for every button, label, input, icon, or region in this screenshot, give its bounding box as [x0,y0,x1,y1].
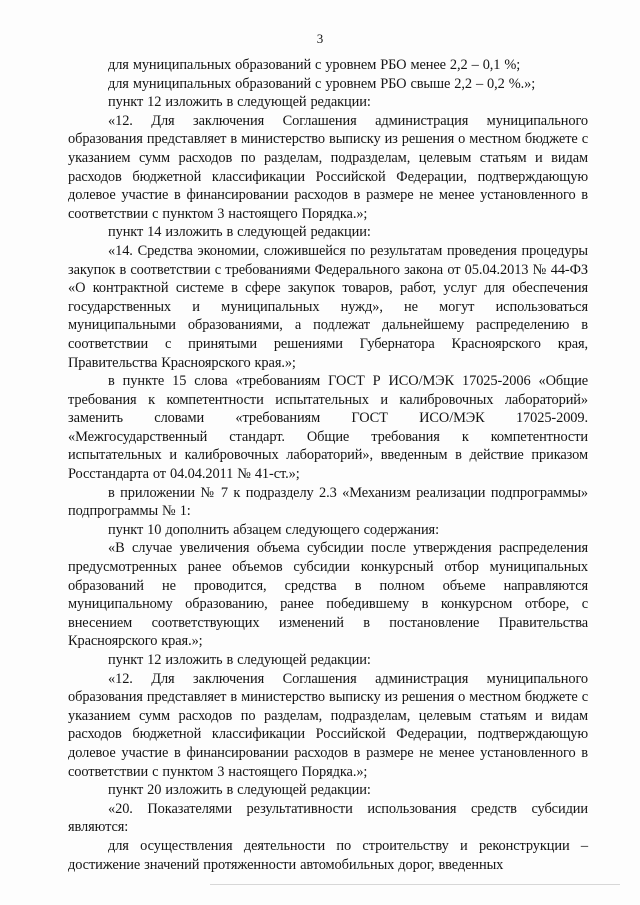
paragraph-rbo-less: для муниципальных образований с уровнем РБО менее 2,2 – 0,1 %; [108,57,521,73]
paragraph-construction: для осуществления деятельности по строительству и реконструкции – достижение значений протяженности автомобильных дорог, введенных [68,837,588,873]
paragraph-point15-change: в пункте 15 слова «требованиям ГОСТ Р ИСО/МЭК 17025-2006 «Общие требования к компетентности испытательных и калибровочных лабораторий» заменить словами «требованиям ГОСТ ИСО/МЭК 17025-2009. «Межгосударственный стандарт. Общие требования к компетентности испытательных и калибровочных лабораторий», введенным в действие приказом Росстандарта от 04.04.2011 № 41-ст.»; [68,373,588,483]
paragraph-point14-text: «14. Средства экономии, сложившейся по результатам проведения процедуры закупок в соответствии с требованиями Федерального закона от 05.04.2013 № 44-ФЗ «О контрактной системе в сфере закупок товаров, работ, услуг для обеспечения государственных и муниципальных нужд», не могут использоваться муниципальными образованиями, а подлежат дальнейшему распределению в соответствии с принятыми решениями Губернатора Красноярского края, Правительства Красноярского края.»; [68,242,588,371]
paragraph-point10-text: «В случае увеличения объема субсидии после утверждения распределения предусмотренных ранее объемов субсидии конкурсный отбор муниципальных образований не проводится, средства в полном объеме направляются муниципальному образованию, ранее победившему в конкурсном отборе, с внесением соответствующих изменений в постановление Правительства Красноярского края.»; [68,540,588,650]
paragraph-point12b-text: «12. Для заключения Соглашения администрация муниципального образования представляет в министерство выписку из решения о местном бюджете с указанием сумм расходов по разделам, подразделам, целевым статьям и видам расходов бюджетной классификации Российской Федерации, подтверждающую долевое участие в финансировании расходов в размере не менее установленного в соответствии с пунктом 3 настоящего Порядка.»; [68,670,588,780]
paragraph-point12b-intro: пункт 12 изложить в следующей редакции: [108,652,371,668]
scan-edge-line [210,884,620,885]
paragraph-appendix7: в приложении № 7 к подразделу 2.3 «Механизм реализации подпрограммы» подпрограммы № 1: [68,484,588,520]
page-number: 3 [316,31,324,46]
paragraph-point12-intro: пункт 12 изложить в следующей редакции: [108,94,371,111]
paragraph-point10-intro: пункт 10 дополнить абзацем следующего содержания: [108,521,439,538]
paragraph-point14-intro: пункт 14 изложить в следующей редакции: [108,224,371,241]
paragraph-rbo-more: для муниципальных образований с уровнем РБО свыше 2,2 – 0,2 %.»; [108,75,536,92]
document-body [68,56,588,874]
paragraph-point12-text: «12. Для заключения Соглашения администрация муниципального образования представляет в министерство выписку из решения о местном бюджете с указанием сумм расходов по разделам, подразделам, целевым статьям и видам расходов бюджетной классификации Российской Федерации, подтверждающую долевое участие в финансировании расходов в размере не менее установленного в соответствии с пунктом 3 настоящего Порядка.»; [68,112,588,222]
paragraph-point20-intro: пункт 20 изложить в следующей редакции: [108,782,371,799]
paragraph-point20-text: «20. Показателями результативности использования средств субсидии являются: [68,800,588,836]
